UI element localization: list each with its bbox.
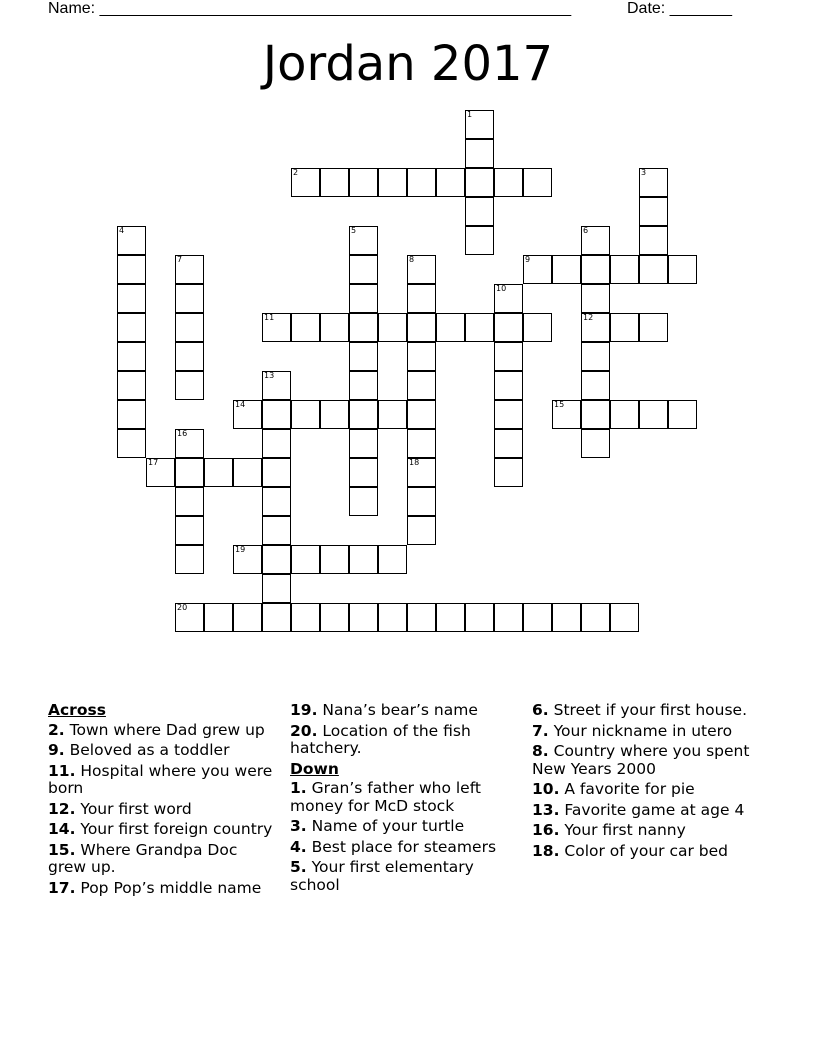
grid-cell[interactable]	[175, 487, 204, 516]
page-title: Jordan 2017	[262, 36, 554, 92]
grid-cell[interactable]	[639, 313, 668, 342]
down-clue: 1. Gran’s father who left money for McD stock	[290, 779, 481, 815]
clue-number: 16	[177, 429, 188, 438]
across-clue: 19. Nana’s bear’s name	[290, 701, 478, 719]
grid-cell[interactable]	[291, 400, 320, 429]
down-clue: 13. Favorite game at age 4	[532, 800, 745, 819]
grid-cell[interactable]	[407, 284, 436, 313]
across-heading: Across	[48, 701, 106, 719]
grid-cell[interactable]	[175, 371, 204, 400]
grid-cell[interactable]	[552, 603, 581, 632]
grid-cell[interactable]	[494, 342, 523, 371]
grid-cell[interactable]	[494, 168, 523, 197]
grid-cell[interactable]	[436, 313, 465, 342]
down-clue: 3. Name of your turtle	[290, 817, 465, 835]
grid-cell[interactable]	[465, 139, 494, 168]
grid-cell[interactable]	[262, 458, 291, 487]
grid-cell[interactable]	[436, 168, 465, 197]
clue-number: 2	[293, 168, 299, 177]
grid-cell[interactable]	[639, 226, 668, 255]
across-clue: 17. Pop Pop’s middle name	[48, 878, 262, 897]
grid-cell[interactable]	[610, 400, 639, 429]
grid-cell[interactable]	[494, 400, 523, 429]
grid-cell[interactable]	[581, 371, 610, 400]
grid-cell[interactable]	[175, 603, 204, 632]
grid-cell[interactable]	[494, 371, 523, 400]
grid-cell[interactable]	[465, 226, 494, 255]
clue-number: 4	[119, 226, 125, 235]
grid-cell[interactable]	[175, 342, 204, 371]
grid-cell[interactable]	[117, 342, 146, 371]
clue-number: 13	[264, 371, 275, 380]
down-heading: Down	[290, 759, 339, 778]
grid-cell[interactable]	[581, 603, 610, 632]
grid-cell[interactable]	[581, 313, 610, 342]
grid-cell[interactable]	[465, 110, 494, 139]
grid-cell[interactable]	[581, 342, 610, 371]
grid-cell[interactable]	[117, 313, 146, 342]
clue-number: 20	[177, 603, 188, 612]
grid-cell[interactable]	[407, 603, 436, 632]
down-clue: 16. Your first nanny	[532, 821, 686, 839]
grid-cell[interactable]	[262, 574, 291, 603]
grid-cell[interactable]	[349, 371, 378, 400]
grid-cell[interactable]	[639, 255, 668, 284]
grid-cell[interactable]	[146, 458, 175, 487]
grid-cell[interactable]	[204, 603, 233, 632]
grid-cell[interactable]	[610, 313, 639, 342]
grid-cell[interactable]	[407, 168, 436, 197]
grid-cell[interactable]	[494, 458, 523, 487]
clue-column-1	[48, 702, 280, 900]
grid-cell[interactable]	[320, 545, 349, 574]
across-clue: 11. Hospital where you were born	[48, 761, 273, 797]
grid-cell[interactable]	[175, 429, 204, 458]
grid-cell[interactable]	[407, 313, 436, 342]
grid-cell[interactable]	[291, 168, 320, 197]
clue-number: 19	[235, 545, 246, 554]
clue-number: 10	[496, 284, 507, 293]
grid-cell[interactable]	[581, 226, 610, 255]
down-clue: 6. Street if your first house.	[532, 701, 748, 719]
grid-cell[interactable]	[349, 255, 378, 284]
grid-cell[interactable]	[262, 603, 291, 632]
grid-cell[interactable]	[175, 284, 204, 313]
grid-cell[interactable]	[262, 487, 291, 516]
clue-number: 5	[351, 226, 357, 235]
clue-number: 6	[583, 226, 589, 235]
grid-cell[interactable]	[349, 313, 378, 342]
grid-cell[interactable]	[320, 168, 349, 197]
clue-number: 18	[409, 458, 420, 467]
grid-cell[interactable]	[378, 168, 407, 197]
grid-cell[interactable]	[407, 487, 436, 516]
grid-cell[interactable]	[552, 255, 581, 284]
grid-cell[interactable]	[349, 226, 378, 255]
across-clue: 20. Location of the fish hatchery.	[290, 721, 471, 757]
grid-cell[interactable]	[291, 313, 320, 342]
clue-number: 11	[264, 313, 275, 322]
grid-cell[interactable]	[378, 603, 407, 632]
grid-cell[interactable]	[378, 545, 407, 574]
grid-cell[interactable]	[349, 284, 378, 313]
name-field-label: Name: _____________________________________________________	[48, 0, 572, 17]
grid-cell[interactable]	[262, 400, 291, 429]
grid-cell[interactable]	[349, 487, 378, 516]
clue-number: 15	[554, 400, 565, 409]
grid-cell[interactable]	[523, 313, 552, 342]
down-clue: 4. Best place for steamers	[290, 837, 497, 856]
grid-cell[interactable]	[407, 400, 436, 429]
grid-cell[interactable]	[117, 255, 146, 284]
across-clue: 12. Your first word	[48, 799, 192, 818]
grid-cell[interactable]	[378, 313, 407, 342]
down-clue: 5. Your first elementary school	[290, 858, 474, 894]
grid-cell[interactable]	[581, 429, 610, 458]
grid-cell[interactable]	[117, 226, 146, 255]
grid-cell[interactable]	[407, 458, 436, 487]
across-clue: 9. Beloved as a toddler	[48, 741, 230, 759]
grid-cell[interactable]	[436, 603, 465, 632]
down-clue: 7. Your nickname in utero	[532, 721, 733, 740]
grid-cell[interactable]	[378, 400, 407, 429]
grid-cell[interactable]	[320, 603, 349, 632]
date-field-label: Date: _______	[627, 0, 732, 17]
clue-column-3	[532, 702, 764, 863]
grid-cell[interactable]	[349, 458, 378, 487]
grid-cell[interactable]	[407, 255, 436, 284]
grid-cell[interactable]	[349, 603, 378, 632]
grid-cell[interactable]	[407, 342, 436, 371]
grid-cell[interactable]	[668, 400, 697, 429]
grid-cell[interactable]	[407, 429, 436, 458]
grid-cell[interactable]	[175, 516, 204, 545]
grid-cell[interactable]	[639, 197, 668, 226]
grid-cell[interactable]	[639, 168, 668, 197]
grid-cell[interactable]	[523, 168, 552, 197]
grid-cell[interactable]	[407, 516, 436, 545]
clue-number: 12	[583, 313, 594, 322]
grid-cell[interactable]	[465, 197, 494, 226]
grid-cell[interactable]	[233, 603, 262, 632]
grid-cell[interactable]	[233, 458, 262, 487]
down-clue: 18. Color of your car bed	[532, 841, 728, 860]
grid-cell[interactable]	[175, 255, 204, 284]
across-clue: 15. Where Grandpa Doc grew up.	[48, 840, 238, 876]
grid-cell[interactable]	[291, 603, 320, 632]
clue-number: 9	[525, 255, 531, 264]
grid-cell[interactable]	[117, 284, 146, 313]
grid-cell[interactable]	[349, 429, 378, 458]
down-clue: 10. A favorite for pie	[532, 780, 695, 798]
grid-cell[interactable]	[117, 371, 146, 400]
across-clue: 2. Town where Dad grew up	[48, 720, 265, 739]
grid-cell[interactable]	[175, 458, 204, 487]
grid-cell[interactable]	[581, 284, 610, 313]
grid-cell[interactable]	[465, 313, 494, 342]
grid-cell[interactable]	[581, 400, 610, 429]
grid-cell[interactable]	[552, 400, 581, 429]
across-clue: 14. Your first foreign country	[48, 820, 273, 838]
grid-cell[interactable]	[117, 429, 146, 458]
grid-cell[interactable]	[233, 400, 262, 429]
grid-cell[interactable]	[610, 255, 639, 284]
grid-cell[interactable]	[523, 255, 552, 284]
grid-cell[interactable]	[117, 400, 146, 429]
grid-cell[interactable]	[349, 545, 378, 574]
grid-cell[interactable]	[320, 400, 349, 429]
grid-cell[interactable]	[523, 603, 552, 632]
grid-cell[interactable]	[233, 545, 262, 574]
grid-cell[interactable]	[262, 313, 291, 342]
grid-cell[interactable]	[262, 516, 291, 545]
grid-cell[interactable]	[291, 545, 320, 574]
clue-number: 1	[467, 110, 473, 119]
grid-cell[interactable]	[494, 313, 523, 342]
grid-cell[interactable]	[320, 313, 349, 342]
grid-cell[interactable]	[494, 429, 523, 458]
grid-cell[interactable]	[262, 371, 291, 400]
grid-cell[interactable]	[639, 400, 668, 429]
grid-cell[interactable]	[262, 545, 291, 574]
grid-cell[interactable]	[465, 168, 494, 197]
down-clue: 8. Country where you spent New Years 2000	[532, 742, 750, 778]
grid-cell[interactable]	[610, 603, 639, 632]
grid-cell[interactable]	[407, 371, 436, 400]
grid-cell[interactable]	[494, 603, 523, 632]
grid-cell[interactable]	[175, 313, 204, 342]
grid-cell[interactable]	[494, 284, 523, 313]
grid-cell[interactable]	[262, 429, 291, 458]
clue-number: 7	[177, 255, 183, 264]
grid-cell[interactable]	[175, 545, 204, 574]
clue-number: 17	[148, 458, 159, 467]
grid-cell[interactable]	[349, 400, 378, 429]
clue-number: 3	[641, 168, 647, 177]
clue-number: 14	[235, 400, 246, 409]
grid-cell[interactable]	[349, 342, 378, 371]
grid-cell[interactable]	[465, 603, 494, 632]
grid-cell[interactable]	[668, 255, 697, 284]
clue-number: 8	[409, 255, 415, 264]
grid-cell[interactable]	[204, 458, 233, 487]
grid-cell[interactable]	[581, 255, 610, 284]
clue-column-2	[290, 702, 522, 897]
grid-cell[interactable]	[349, 168, 378, 197]
